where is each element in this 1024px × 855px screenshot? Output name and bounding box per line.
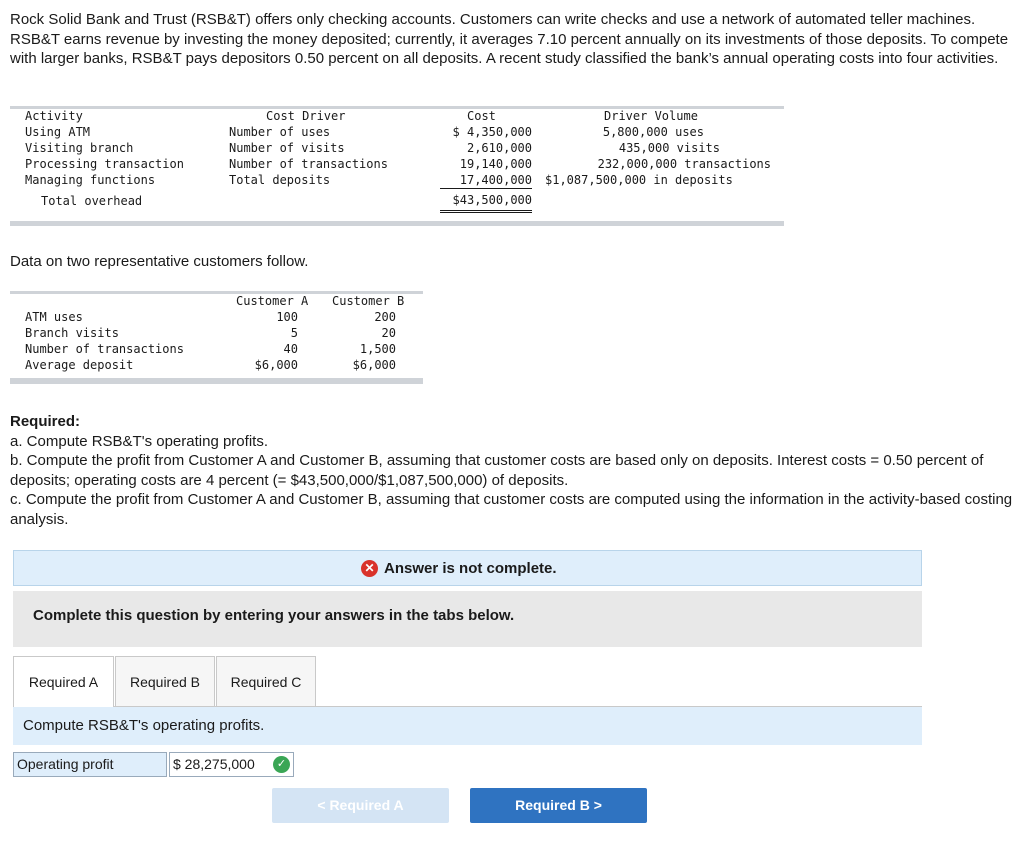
header-driver-volume: Driver Volume	[604, 109, 698, 123]
tab-required-b[interactable]: Required B	[115, 656, 215, 706]
row3-activity: Processing transaction	[25, 157, 184, 171]
row3-volume: 232,000,000 transactions	[597, 157, 771, 171]
tab-required-c[interactable]: Required C	[216, 656, 316, 706]
row2-volume: 435,000 visits	[618, 141, 720, 155]
customer-data-table	[10, 291, 423, 386]
problem-intro: Rock Solid Bank and Trust (RSB&T) offers only checking accounts. Customers can write checks and use a network of automated teller machines. RSB&T earns revenue by investing the money deposited; currently, it averages 7.10 percent annually on its investments of those deposits. To compete with larger banks, RSB&T pays depositors 0.50 percent on all deposits. A recent study classified the bank’s annual operating costs into four activities.	[10, 11, 1009, 67]
x-circle-icon: ✕	[361, 560, 378, 577]
table-bottom-border	[10, 378, 423, 384]
customer-row3-b: 1,500	[359, 342, 396, 356]
header-activity: Activity	[25, 109, 83, 123]
operating-profit-value: $ 28,275,000	[173, 756, 255, 772]
check-circle-icon: ✓	[273, 756, 290, 773]
row3-cost: 19,140,000	[459, 157, 532, 171]
customer-row3-a: 40	[283, 342, 298, 356]
required-heading: Required:	[10, 413, 81, 430]
header-customer-b: Customer B	[332, 294, 405, 308]
row4-driver: Total deposits	[229, 173, 331, 187]
customer-row2-label: Branch visits	[25, 326, 119, 340]
tab-panel-prompt	[13, 707, 922, 745]
customer-row3-label: Number of transactions	[25, 342, 184, 356]
tab-required-a[interactable]: Required A	[13, 656, 114, 707]
row4-activity: Managing functions	[25, 173, 156, 187]
row1-volume: 5,800,000 uses	[602, 125, 704, 139]
row4-volume: $1,087,500,000 in deposits	[545, 173, 733, 187]
activity-cost-table	[10, 106, 784, 226]
next-required-b-button[interactable]: Required B >	[470, 788, 647, 823]
panel-prompt-text: Compute RSB&T's operating profits.	[23, 717, 265, 734]
row1-driver: Number of uses	[229, 125, 331, 139]
customer-row4-a: $6,000	[254, 358, 298, 372]
row2-cost: 2,610,000	[466, 141, 532, 155]
answer-status-banner	[13, 550, 922, 586]
row1-cost: $ 4,350,000	[452, 125, 532, 139]
tab-bar	[13, 656, 922, 707]
operating-profit-label: Operating profit	[13, 752, 167, 777]
customer-row1-b: 200	[374, 310, 396, 324]
answer-status-text: Answer is not complete.	[384, 560, 557, 577]
row1-activity: Using ATM	[25, 125, 91, 139]
customer-row2-b: 20	[381, 326, 396, 340]
total-overhead-value: $43,500,000	[440, 192, 532, 213]
row2-driver: Number of visits	[229, 141, 345, 155]
prev-required-a-button[interactable]: < Required A	[272, 788, 449, 823]
customer-row2-a: 5	[290, 326, 298, 340]
instruction-text: Complete this question by entering your answers in the tabs below.	[33, 607, 515, 624]
row4-cost: 17,400,000	[440, 172, 532, 189]
customer-row1-a: 100	[276, 310, 298, 324]
data-intro: Data on two representative customers follow.	[10, 253, 309, 270]
row2-activity: Visiting branch	[25, 141, 134, 155]
table-bottom-border	[10, 221, 784, 226]
row3-driver: Number of transactions	[229, 157, 388, 171]
customer-row1-label: ATM uses	[25, 310, 83, 324]
customer-row4-label: Average deposit	[25, 358, 134, 372]
header-cost-driver: Cost Driver	[266, 109, 346, 123]
required-section	[10, 412, 1015, 529]
required-c: c. Compute the profit from Customer A and Customer B, assuming that customer costs are computed using the information in the activity-based costing analysis.	[10, 491, 1013, 528]
operating-profit-input[interactable]	[169, 752, 294, 777]
required-b: b. Compute the profit from Customer A and Customer B, assuming that customer costs are based only on deposits. Interest costs = 0.50 percent of deposits; operating costs are 4 percent (= $43,500,000/$1,087,500,000) of deposits.	[10, 452, 984, 489]
header-cost: Cost	[467, 109, 496, 123]
instruction-box	[13, 591, 922, 647]
header-customer-a: Customer A	[236, 294, 309, 308]
total-overhead-label: Total overhead	[41, 194, 143, 208]
customer-row4-b: $6,000	[352, 358, 396, 372]
required-a: a. Compute RSB&T's operating profits.	[10, 432, 268, 450]
